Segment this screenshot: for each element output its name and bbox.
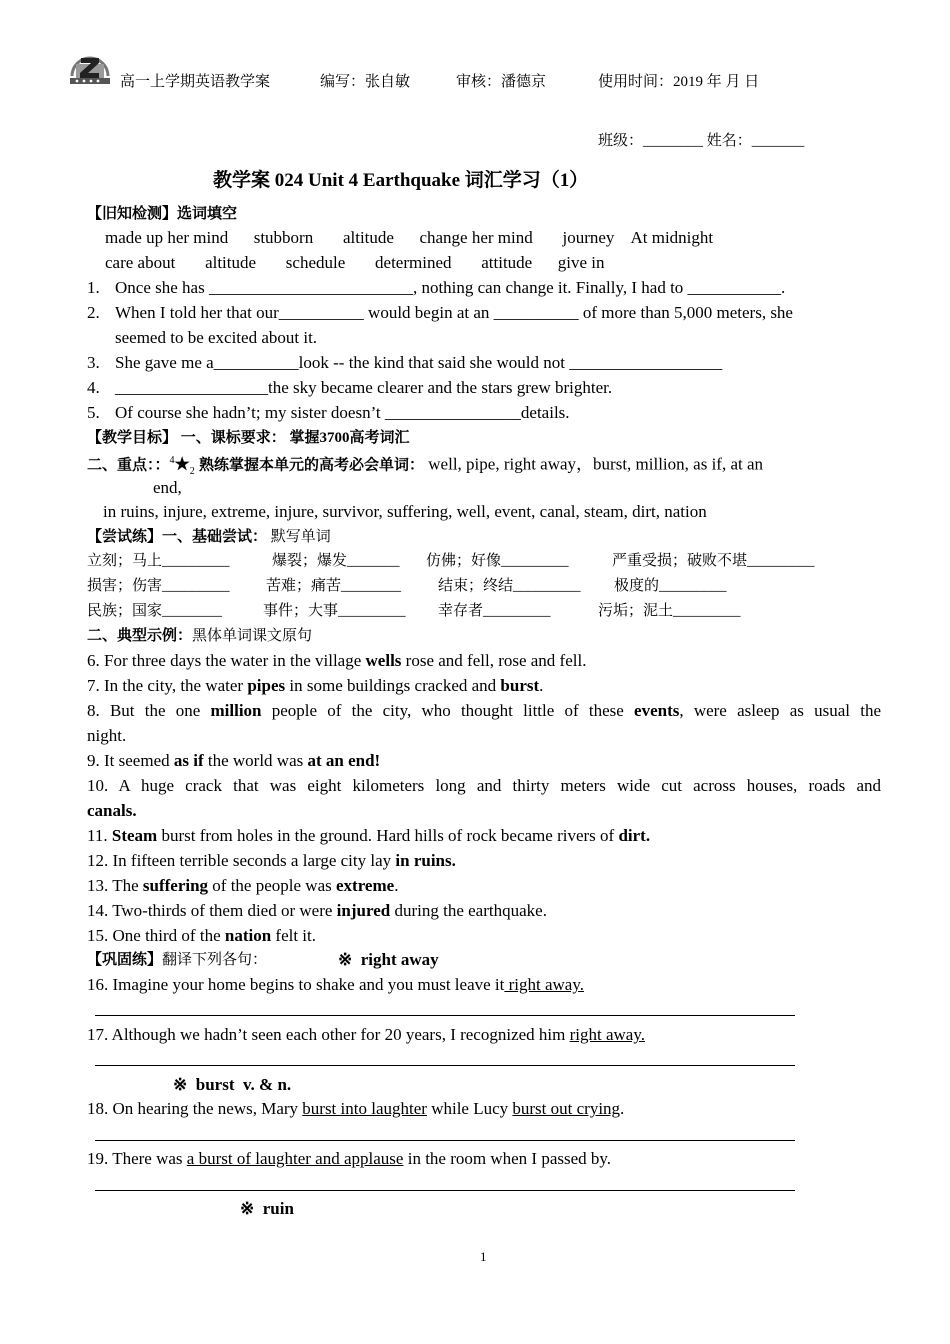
dictation-item: 苦难；痛苦________ (266, 578, 402, 594)
dictation-item: 事件；大事_________ (263, 603, 406, 619)
school-logo (68, 46, 112, 86)
consolidate-heading (87, 950, 267, 970)
translation-sentence: 19. There was a burst of laughter and applause in the room when I passed by. (87, 1149, 612, 1168)
header-course: 高一上学期英语教学案 (120, 74, 271, 90)
dictation-item: 损害；伤害_________ (87, 578, 230, 594)
example-sentence: 10. A huge crack that was eight kilometers long and thirty meters wide cut across houses, roads and (87, 776, 881, 795)
keyword-heading: ※ right away (338, 950, 439, 969)
examples-heading-tail: 黑体单词课文原句 (192, 628, 313, 644)
answer-line[interactable] (95, 1065, 795, 1066)
keyword-heading: ※ ruin (240, 1199, 294, 1218)
answer-line[interactable] (95, 1140, 795, 1141)
consolidate-heading-label: 【巩固练】 (87, 952, 163, 968)
dictation-item: 民族；国家________ (87, 603, 223, 619)
review-item-num: 3. (87, 353, 100, 372)
class-name-field: 班级：________ 姓名：_______ (598, 133, 805, 149)
translation-sentence: 16. Imagine your home begins to shake and you must leave it right away. (87, 975, 584, 994)
consolidate-heading-tail: 翻译下列各句： (162, 952, 268, 968)
example-sentence: 14. Two-thirds of them died or were injured during the earthquake. (87, 901, 547, 920)
example-sentence: 8. But the one million people of the city, who thought little of these events, were asleep as usual the (87, 701, 882, 720)
key-words-line-2: in ruins, injure, extreme, injure, survivor, suffering, well, event, canal, steam, dirt, nation (103, 502, 707, 521)
word-bank-line-1: made up her mind stubborn altitude change her mind journey At midnight (105, 228, 714, 247)
key-words-line (87, 450, 763, 483)
translation-sentence: 18. On hearing the news, Mary burst into laughter while Lucy burst out crying. (87, 1099, 625, 1118)
star-subscript: 2 (189, 466, 195, 478)
dictation-item: 极度的_________ (614, 578, 727, 594)
dictation-item: 立刻；马上_________ (87, 553, 230, 569)
practice-heading-label: 【尝试练】一、基础尝试： (87, 529, 268, 545)
review-heading: 【旧知检测】选词填空 (87, 206, 238, 222)
dictation-item: 严重受损；破败不堪_________ (612, 553, 815, 569)
example-sentence: 7. In the city, the water pipes in some buildings cracked and burst. (87, 676, 544, 695)
practice-heading-tail: 默写单词 (270, 529, 331, 545)
goals-heading: 【教学目标】 一、课标要求： 掌握3700高考词汇 (87, 430, 410, 446)
dictation-item: 爆裂；爆发_______ (272, 553, 400, 569)
star-superscript: 4 (169, 455, 175, 466)
review-item-text: __________________the sky became clearer and the stars grew brighter. (115, 378, 613, 397)
key-words-list: well, pipe, right away，burst, million, as if, at an (428, 454, 764, 474)
dictation-item: 结束；终结_________ (438, 578, 581, 594)
example-sentence: 15. One third of the nation felt it. (87, 926, 317, 945)
example-sentence-continued: night. (87, 726, 127, 745)
example-sentence: 13. The suffering of the people was extreme. (87, 876, 399, 895)
header-reviewer: 审核：潘德京 (456, 74, 547, 90)
example-sentence: 9. It seemed as if the world was at an end! (87, 751, 381, 770)
example-sentence: 6. For three days the water in the village wells rose and fell, rose and fell. (87, 651, 587, 670)
review-item-num: 5. (87, 403, 100, 422)
word-bank-line-2: care about altitude schedule determined attitude give in (105, 253, 605, 272)
review-item-text: When I told her that our__________ would begin at an __________ of more than 5,000 meters, she (115, 303, 793, 322)
star-icon: ★ (174, 454, 190, 474)
key-words-label: 熟练掌握本单元的高考必会单词： (199, 457, 425, 474)
review-item-text: seemed to be excited about it. (115, 328, 318, 347)
examples-heading-label: 二、典型示例： (87, 628, 193, 644)
page-number: 1 (480, 1249, 487, 1264)
key-words-continued: end, (153, 478, 182, 497)
review-item-text: Of course she hadn’t; my sister doesn’t ________________details. (115, 403, 570, 422)
answer-line[interactable] (95, 1015, 795, 1016)
review-item-num: 4. (87, 378, 100, 397)
example-sentence: 11. Steam burst from holes in the ground. Hard hills of rock became rivers of dirt. (87, 826, 651, 845)
examples-heading (87, 626, 312, 646)
review-item-num: 1. (87, 278, 100, 297)
practice-heading (87, 527, 331, 547)
keyword-heading: ※ burst v. & n. (173, 1075, 292, 1094)
review-item-text: Once she has ________________________, nothing can change it. Finally, I had to ___________. (115, 278, 786, 297)
header-date: 使用时间：2019 年 月 日 (598, 74, 760, 90)
translation-sentence: 17. Although we hadn’t seen each other for 20 years, I recognized him right away. (87, 1025, 645, 1044)
key-points-label: 二、重点：： (87, 457, 170, 474)
dictation-item: 幸存者_________ (438, 603, 551, 619)
page-title: 教学案 024 Unit 4 Earthquake 词汇学习（1） (213, 170, 589, 191)
header-editor: 编写：张自敏 (320, 74, 411, 90)
answer-line[interactable] (95, 1190, 795, 1191)
dictation-item: 仿佛；好像_________ (426, 553, 569, 569)
review-item-num: 2. (87, 303, 100, 322)
example-sentence: 12. In fifteen terrible seconds a large city lay in ruins. (87, 851, 456, 870)
review-item-text: She gave me a__________look -- the kind that said she would not __________________ (115, 353, 723, 372)
dictation-item: 污垢；泥土_________ (598, 603, 741, 619)
example-sentence-continued: canals. (87, 801, 137, 820)
